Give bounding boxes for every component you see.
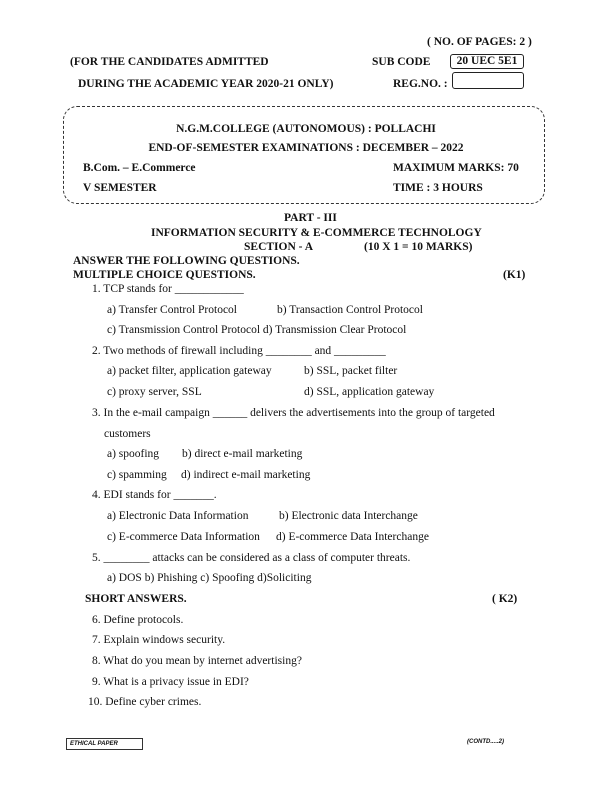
short-level: ( K2) <box>492 593 518 605</box>
question: 8. What do you mean by internet advertising? <box>92 655 302 667</box>
footer-ethical-paper: ETHICAL PAPER <box>66 738 143 750</box>
instruction: ANSWER THE FOLLOWING QUESTIONS. <box>73 255 300 267</box>
question: 2. Two methods of firewall including ________ and _________ <box>92 345 386 357</box>
part-heading: PART - III <box>284 212 337 224</box>
max-marks: MAXIMUM MARKS: 70 <box>393 162 519 174</box>
question: 6. Define protocols. <box>92 614 184 626</box>
footer-continued: (CONTD.....2) <box>467 739 504 745</box>
option: a) Electronic Data Information <box>107 510 249 522</box>
option: c) Transmission Control Protocol d) Transmission Clear Protocol <box>107 324 407 336</box>
option: d) E-commerce Data Interchange <box>276 531 429 543</box>
option: c) spamming <box>107 469 167 481</box>
question: 7. Explain windows security. <box>92 634 226 646</box>
option: b) Transaction Control Protocol <box>277 304 423 316</box>
exam-title: END-OF-SEMESTER EXAMINATIONS : DECEMBER – 2022 <box>148 142 464 154</box>
mcq-level: (K1) <box>503 269 526 281</box>
question: 10. Define cyber crimes. <box>88 696 202 708</box>
short-heading: SHORT ANSWERS. <box>85 593 187 605</box>
question: 4. EDI stands for _______. <box>92 489 217 501</box>
course-name: B.Com. – E.Commerce <box>83 162 196 174</box>
question-continuation: customers <box>104 428 151 440</box>
section-marks: (10 X 1 = 10 MARKS) <box>364 241 473 253</box>
option: b) Electronic data Interchange <box>279 510 418 522</box>
option: b) direct e-mail marketing <box>182 448 303 460</box>
option: a) packet filter, application gateway <box>107 365 272 377</box>
option: c) E-commerce Data Information <box>107 531 260 543</box>
section-heading: SECTION - A <box>244 241 314 253</box>
question: 3. In the e-mail campaign ______ delivers the advertisements into the group of targeted <box>92 407 495 419</box>
option: a) spoofing <box>107 448 160 460</box>
sub-code-label: SUB CODE <box>372 56 431 68</box>
candidates-note-line1: (FOR THE CANDIDATES ADMITTED <box>70 56 269 68</box>
question: 5. ________ attacks can be considered as a class of computer threats. <box>92 552 411 564</box>
option: d) SSL, application gateway <box>304 386 435 398</box>
option: c) proxy server, SSL <box>107 386 202 398</box>
option: b) SSL, packet filter <box>304 365 398 377</box>
candidates-note-line2: DURING THE ACADEMIC YEAR 2020-21 ONLY) <box>78 78 334 90</box>
semester: V SEMESTER <box>83 182 157 194</box>
mcq-heading: MULTIPLE CHOICE QUESTIONS. <box>73 269 256 281</box>
reg-no-field[interactable] <box>452 72 524 89</box>
paper-title: INFORMATION SECURITY & E-COMMERCE TECHNOLOGY <box>151 227 482 239</box>
option: d) indirect e-mail marketing <box>181 469 311 481</box>
college-name: N.G.M.COLLEGE (AUTONOMOUS) : POLLACHI <box>176 123 436 135</box>
option: a) Transfer Control Protocol <box>107 304 238 316</box>
question: 9. What is a privacy issue in EDI? <box>92 676 249 688</box>
page-count: ( NO. OF PAGES: 2 ) <box>427 36 532 48</box>
option: a) DOS b) Phishing c) Spoofing d)Soliciting <box>107 572 312 584</box>
exam-time: TIME : 3 HOURS <box>393 182 483 194</box>
question: 1. TCP stands for ____________ <box>92 283 244 295</box>
sub-code-box: 20 UEC 5E1 <box>450 54 524 69</box>
reg-no-label: REG.NO. : <box>393 78 448 90</box>
